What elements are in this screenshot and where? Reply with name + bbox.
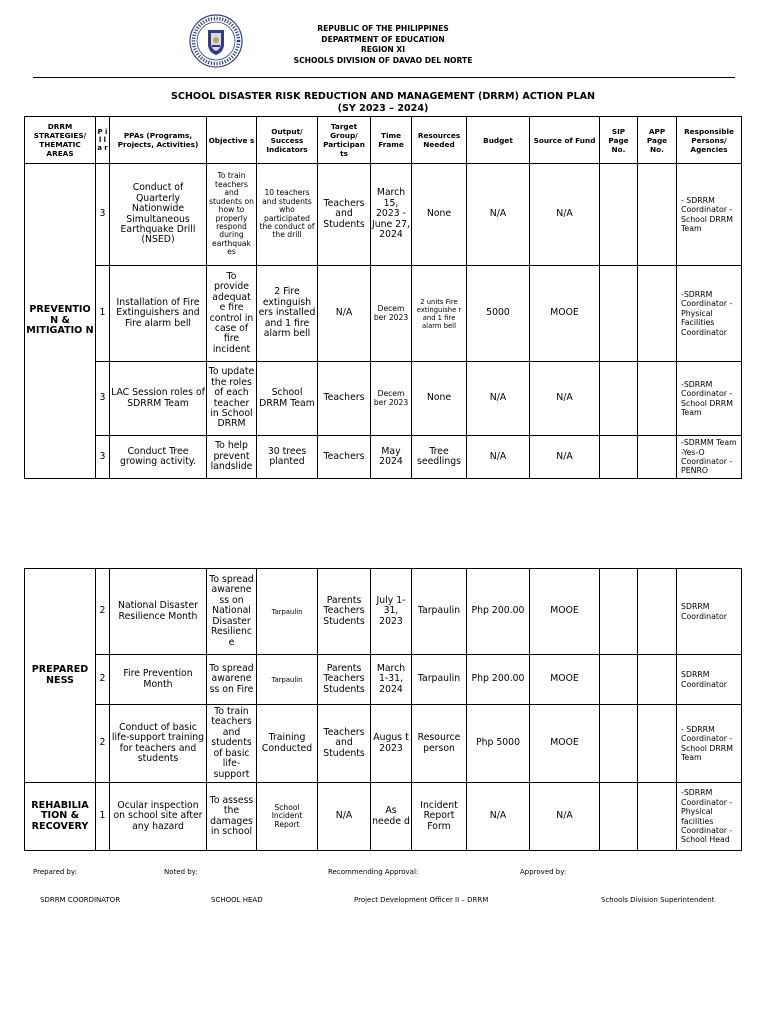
cell-resources: 2 units Fire extinguishe r and 1 fire alarm bell [412, 266, 467, 362]
cell-target: Teachers and Students [318, 164, 371, 266]
cell-pillar: 3 [96, 436, 110, 479]
cell-resources: Tarpaulin [412, 569, 467, 655]
cell-resources: Tree seedlings [412, 436, 467, 479]
col-header-ppas: PPAs (Programs, Projects, Activities) [110, 117, 207, 164]
header-division: SCHOOLS DIVISION OF DAVAO DEL NORTE [293, 55, 473, 65]
table-row [25, 705, 742, 783]
cell-source: N/A [530, 362, 600, 436]
header-divider [33, 77, 735, 78]
cell-pillar: 3 [96, 362, 110, 436]
noted-by-name: SCHOOL HEAD [211, 896, 263, 904]
table-row [25, 436, 742, 479]
col-header-objective: Objective s [207, 117, 257, 164]
cell-time: March 1-31, 2024 [371, 655, 412, 705]
cell-app [638, 436, 677, 479]
cell-objective: To train teachers and students of basic life-support [207, 705, 257, 783]
cell-sip [600, 705, 638, 783]
cell-app [638, 164, 677, 266]
cell-objective: To help prevent landslide [207, 436, 257, 479]
cell-sip [600, 164, 638, 266]
cell-sip [600, 783, 638, 851]
cell-source: MOOE [530, 569, 600, 655]
cell-ppa: National Disaster Resilience Month [110, 569, 207, 655]
cell-objective: To train teachers and students on how to properly respond during earthquak es [207, 164, 257, 266]
cell-target: N/A [318, 783, 371, 851]
cell-budget: Php 200.00 [467, 655, 530, 705]
title-line-1: SCHOOL DISASTER RISK REDUCTION AND MANAGEMENT (DRRM) ACTION PLAN [170, 91, 596, 102]
cell-responsible: SDRRM Coordinator [677, 569, 742, 655]
action-plan-table-prevention [24, 116, 742, 479]
cell-output: School DRRM Team [257, 362, 318, 436]
cell-target: Parents Teachers Students [318, 655, 371, 705]
cell-target: N/A [318, 266, 371, 362]
cell-objective: To spread awarene ss on National Disaster Resilienc e [207, 569, 257, 655]
col-header-responsible: Responsible Persons/ Agencies [677, 117, 742, 164]
cell-sip [600, 569, 638, 655]
cell-source: N/A [530, 164, 600, 266]
cell-pillar: 2 [96, 705, 110, 783]
table-row [25, 569, 742, 655]
cell-pillar: 1 [96, 266, 110, 362]
cell-app [638, 655, 677, 705]
col-header-source: Source of Fund [530, 117, 600, 164]
cell-sip [600, 436, 638, 479]
cell-responsible: -SDRRM Coordinator -Physical Facilities Coordinator [677, 266, 742, 362]
col-header-pillar: P i l l a r [96, 117, 110, 164]
cell-sip [600, 362, 638, 436]
cell-ppa: Conduct Tree growing activity. [110, 436, 207, 479]
cell-budget: N/A [467, 436, 530, 479]
cell-resources: None [412, 164, 467, 266]
col-header-area: DRRM STRATEGIES/ THEMATIC AREAS [25, 117, 96, 164]
cell-objective: To assess the damages in school [207, 783, 257, 851]
document-title [24, 91, 742, 115]
cell-output: 10 teachers and students who participated the conduct of the drill [257, 164, 318, 266]
cell-ppa: Installation of Fire Extinguishers and Fire alarm bell [110, 266, 207, 362]
cell-time: May 2024 [371, 436, 412, 479]
cell-output: Tarpaulin [257, 569, 318, 655]
cell-output: School Incident Report [257, 783, 318, 851]
cell-responsible: -SDRRM Coordinator -School DRRM Team [677, 362, 742, 436]
col-header-target: Target Group/ Participan ts [318, 117, 371, 164]
cell-time: As neede d [371, 783, 412, 851]
cell-source: MOOE [530, 705, 600, 783]
cell-objective: To update the roles of each teacher in School DRRM [207, 362, 257, 436]
cell-pillar: 1 [96, 783, 110, 851]
recommending-approval-label: Recommending Approval: [328, 868, 419, 876]
cell-app [638, 266, 677, 362]
cell-budget: N/A [467, 783, 530, 851]
area-prevention: PREVENTIO N & MITIGATIO N [25, 164, 96, 479]
cell-ppa: Ocular inspection on school site after any hazard [110, 783, 207, 851]
cell-app [638, 783, 677, 851]
cell-objective: To provide adequat e fire control in case of fire incident [207, 266, 257, 362]
cell-resources: Resource person [412, 705, 467, 783]
cell-output: 30 trees planted [257, 436, 318, 479]
cell-objective: To spread awarene ss on Fire [207, 655, 257, 705]
area-preparedness: PREPARED NESS [25, 569, 96, 783]
cell-sip [600, 266, 638, 362]
cell-sip [600, 655, 638, 705]
table-row [25, 783, 742, 851]
col-header-resources: Resources Needed [412, 117, 467, 164]
cell-responsible: -SDRMM Team -Yes-O Coordinator -PENRO [677, 436, 742, 479]
cell-resources: Tarpaulin [412, 655, 467, 705]
area-rehabilitation: REHABILIA TION & RECOVERY [25, 783, 96, 851]
cell-resources: None [412, 362, 467, 436]
cell-app [638, 569, 677, 655]
cell-responsible: - SDRRM Coordinator -School DRRM Team [677, 164, 742, 266]
cell-budget: N/A [467, 164, 530, 266]
table-row [25, 362, 742, 436]
header-department: DEPARTMENT OF EDUCATION [321, 34, 445, 44]
cell-target: Teachers [318, 362, 371, 436]
cell-ppa: Conduct of Quarterly Nationwide Simultaneous Earthquake Drill (NSED) [110, 164, 207, 266]
header-region: REGION XI [360, 45, 406, 54]
table-row [25, 266, 742, 362]
table-header-row [25, 117, 742, 164]
col-header-sip: SIP Page No. [600, 117, 638, 164]
cell-resources: Incident Report Form [412, 783, 467, 851]
col-header-output: Output/ Success Indicators [257, 117, 318, 164]
cell-budget: Php 200.00 [467, 569, 530, 655]
approved-by-label: Approved by: [520, 868, 567, 876]
cell-responsible: -SDRRM Coordinator -Physical facilities Coordinator -School Head [677, 783, 742, 851]
cell-time: Decem ber 2023 [371, 266, 412, 362]
agency-header [270, 24, 496, 66]
cell-source: N/A [530, 783, 600, 851]
cell-responsible: SDRRM Coordinator [677, 655, 742, 705]
cell-app [638, 362, 677, 436]
cell-responsible: - SDRRM Coordinator -School DRRM Team [677, 705, 742, 783]
action-plan-table-preparedness [24, 568, 742, 851]
col-header-app: APP Page No. [638, 117, 677, 164]
title-line-2: (SY 2023 – 2024) [337, 103, 429, 114]
cell-target: Teachers and Students [318, 705, 371, 783]
cell-output: Tarpaulin [257, 655, 318, 705]
cell-time: March 15, 2023 - June 27, 2024 [371, 164, 412, 266]
cell-time: July 1-31, 2023 [371, 569, 412, 655]
recommending-approval-name: Project Development Officer II – DRRM [354, 896, 489, 904]
cell-ppa: Conduct of basic life-support training for teachers and students [110, 705, 207, 783]
cell-target: Teachers [318, 436, 371, 479]
cell-ppa: Fire Prevention Month [110, 655, 207, 705]
cell-app [638, 705, 677, 783]
cell-budget: N/A [467, 362, 530, 436]
cell-time: Decem ber 2023 [371, 362, 412, 436]
prepared-by-name: SDRRM COORDINATOR [40, 896, 121, 904]
table-row [25, 655, 742, 705]
cell-output: 2 Fire extinguish ers installed and 1 fire alarm bell [257, 266, 318, 362]
deped-seal-icon [189, 14, 243, 68]
noted-by-label: Noted by: [164, 868, 198, 876]
cell-source: MOOE [530, 655, 600, 705]
cell-source: MOOE [530, 266, 600, 362]
cell-budget: 5000 [467, 266, 530, 362]
col-header-time: Time Frame [371, 117, 412, 164]
cell-time: Augus t 2023 [371, 705, 412, 783]
cell-ppa: LAC Session roles of SDRRM Team [110, 362, 207, 436]
header-republic: REPUBLIC OF THE PHILIPPINES [317, 24, 449, 33]
cell-pillar: 2 [96, 569, 110, 655]
prepared-by-label: Prepared by: [33, 868, 77, 876]
table-row [25, 164, 742, 266]
cell-source: N/A [530, 436, 600, 479]
cell-target: Parents Teachers Students [318, 569, 371, 655]
cell-budget: Php 5000 [467, 705, 530, 783]
col-header-budget: Budget [467, 117, 530, 164]
approved-by-name: Schools Division Superintendent [601, 896, 715, 904]
cell-pillar: 2 [96, 655, 110, 705]
cell-pillar: 3 [96, 164, 110, 266]
cell-output: Training Conducted [257, 705, 318, 783]
